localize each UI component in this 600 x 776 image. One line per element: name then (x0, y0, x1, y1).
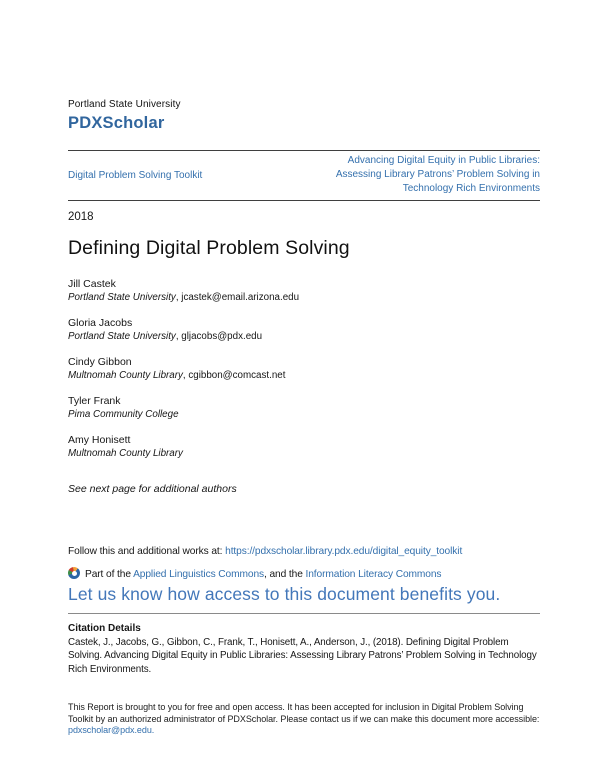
footer-note (68, 702, 540, 737)
works-url-link[interactable]: https://pdxscholar.library.pdx.edu/digital_equity_toolkit (225, 546, 463, 557)
part-of-label: Part of the (85, 569, 134, 580)
divider-bottom (68, 613, 540, 614)
author-entry (68, 394, 540, 422)
separator: , (175, 331, 182, 342)
commons-line (68, 567, 540, 580)
author-affiliation: Portland State University (68, 292, 176, 303)
university-name: Portland State University (68, 99, 181, 110)
author-name: Gloria Jacobs (68, 317, 133, 329)
see-next-note: See next page for additional authors (68, 483, 237, 495)
author-email: gljacobs@pdx.edu (181, 331, 263, 342)
author-name: Amy Honisett (68, 434, 131, 446)
follow-works-line (68, 546, 540, 557)
contact-email-link[interactable]: pdxscholar@pdx.edu. (68, 725, 155, 736)
paper-title: Defining Digital Problem Solving (68, 237, 350, 259)
separator: , (175, 292, 182, 303)
author-entry (68, 277, 540, 305)
author-affiliation: Pima Community College (68, 409, 179, 420)
author-name: Jill Castek (68, 278, 116, 290)
author-entry (68, 433, 540, 461)
author-entry (68, 316, 540, 344)
author-name: Cindy Gibbon (68, 356, 132, 368)
author-name: Tyler Frank (68, 395, 121, 407)
applied-linguistics-commons-link[interactable]: Applied Linguistics Commons (133, 569, 265, 580)
benefits-feedback-link[interactable]: Let us know how access to this document benefits you. (68, 584, 501, 604)
author-affiliation: Multnomah County Library (68, 370, 183, 381)
citation-section (68, 623, 540, 676)
publication-year: 2018 (68, 211, 94, 223)
author-email: jcastek@email.arizona.edu (181, 292, 300, 303)
collection-link[interactable]: Digital Problem Solving Toolkit (68, 169, 203, 181)
citation-text: Castek, J., Jacobs, G., Gibbon, C., Frank, T., Honisett, A., Anderson, J., (2018). Defining Digital Problem Solving. Advancing Digital Equity in Public Libraries: Assessing Library Patrons’ Problem Solving in Technology Rich Environments. (68, 637, 537, 675)
author-entry (68, 355, 540, 383)
author-email: cgibbon@comcast.net (188, 370, 286, 381)
series-title-link[interactable]: Advancing Digital Equity in Public Libraries: Assessing Library Patrons’ Problem Solving in Technology Rich Environments (335, 155, 540, 194)
divider-mid (68, 200, 540, 201)
repository-wordmark[interactable]: PDXScholar (68, 114, 165, 132)
information-literacy-commons-link[interactable]: Information Literacy Commons (305, 569, 442, 580)
authors-list (68, 277, 540, 461)
citation-heading: Citation Details (68, 623, 141, 634)
footer-text: This Report is brought to you for free and open access. It has been accepted for inclusion in Digital Problem Solving Toolkit by an authorized administrator of PDXScholar. Please contact us if we can make this document more accessible: (68, 702, 540, 724)
author-affiliation: Portland State University (68, 331, 176, 342)
header-nav (68, 151, 540, 200)
follow-works-label: Follow this and additional works at: (68, 546, 226, 557)
and-the-label: , and the (264, 569, 306, 580)
author-affiliation: Multnomah County Library (68, 448, 183, 459)
digital-commons-network-icon (68, 567, 80, 579)
separator: , (182, 370, 189, 381)
